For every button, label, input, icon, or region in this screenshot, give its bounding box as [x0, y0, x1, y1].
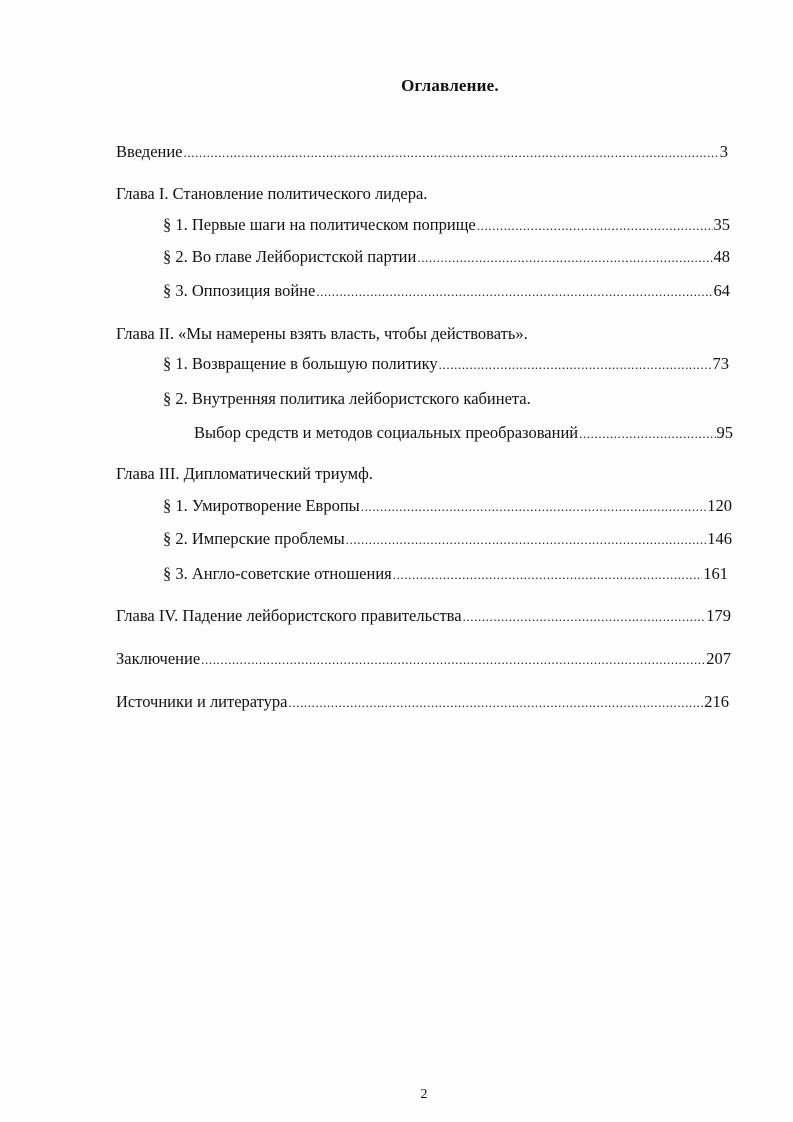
toc-entry-page: 146	[707, 529, 732, 548]
toc-entry-conclusion	[116, 649, 731, 670]
dot-leader	[463, 607, 706, 627]
toc-entry-page: 95	[716, 423, 733, 442]
toc-entry-label: § 3. Англо-советские отношения	[163, 564, 392, 583]
toc-entry-ch2-s1	[163, 354, 729, 375]
toc-entry-label: § 2. Имперские проблемы	[163, 529, 345, 548]
toc-entry-ch2-s2-line1: § 2. Внутренняя политика лейбористского кабинета.	[163, 389, 531, 408]
toc-entry-label: Выбор средств и методов социальных преобразований	[194, 423, 579, 442]
toc-entry-page: 48	[713, 247, 730, 266]
toc-entry-page: 216	[704, 692, 729, 711]
toc-entry-label: § 1. Возвращение в большую политику	[163, 354, 438, 373]
dot-leader	[417, 248, 712, 268]
chapter-heading-2: Глава II. «Мы намерены взять власть, чтобы действовать».	[116, 324, 528, 343]
toc-entry-ch3-s2	[163, 529, 732, 550]
toc-entry-ch3-s1	[163, 496, 732, 517]
toc-entry-label: Введение	[116, 142, 183, 161]
toc-entry-ch2-s2	[194, 423, 733, 444]
chapter-heading-1: Глава I. Становление политического лидера.	[116, 184, 428, 203]
toc-entry-label: § 1. Умиротворение Европы	[163, 496, 360, 515]
toc-entry-label: § 2. Во главе Лейбористской партии	[163, 247, 417, 266]
toc-entry-page: 3	[719, 142, 728, 161]
dot-leader	[477, 216, 713, 236]
dot-leader	[346, 530, 707, 550]
toc-entry-intro	[116, 142, 728, 163]
toc-entry-page: 207	[706, 649, 731, 668]
toc-entry-page: 73	[712, 354, 729, 373]
dot-leader	[201, 650, 705, 670]
page-number: 2	[420, 1087, 428, 1102]
dot-leader	[316, 282, 712, 302]
toc-entry-label: Источники и литература	[116, 692, 288, 711]
toc-entry-page: 120	[707, 496, 732, 515]
toc-entry-ch4	[116, 606, 731, 627]
toc-entry-label: § 3. Оппозиция войне	[163, 281, 316, 300]
toc-entry-ch1-s1	[163, 215, 730, 236]
dot-leader	[361, 497, 706, 517]
dot-leader	[184, 143, 719, 163]
toc-entry-page: 179	[706, 606, 731, 625]
toc-entry-label: Глава IV. Падение лейбористского правительства	[116, 606, 462, 625]
dot-leader	[393, 565, 702, 585]
toc-entry-ch3-s3	[163, 564, 728, 585]
dot-leader	[439, 355, 712, 375]
chapter-heading-3: Глава III. Дипломатический триумф.	[116, 464, 373, 483]
toc-entry-label: Заключение	[116, 649, 201, 668]
toc-entry-ch1-s3	[163, 281, 730, 302]
toc-entry-ch1-s2	[163, 247, 730, 268]
dot-leader	[579, 424, 715, 444]
toc-entry-page: 35	[713, 215, 730, 234]
toc-entry-page: 64	[713, 281, 730, 300]
toc-entry-sources	[116, 692, 729, 713]
toc-entry-page: 161	[703, 564, 728, 583]
page-title: Оглавление.	[401, 76, 499, 95]
toc-entry-label: § 1. Первые шаги на политическом поприще	[163, 215, 476, 234]
dot-leader	[289, 693, 704, 713]
